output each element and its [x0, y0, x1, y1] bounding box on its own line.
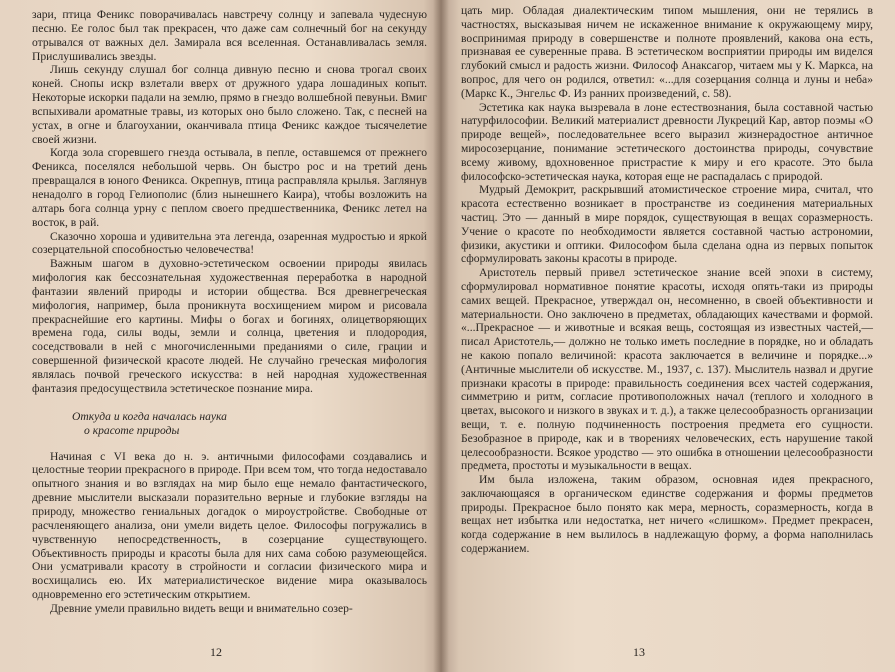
right-page-text	[461, 4, 873, 556]
page-number: 12	[210, 645, 222, 659]
paragraph: Аристотель первый привел эстетическое знание всей эпохи в систему, сформулировал нормативное понятие красоты, исходя опять-таки из природы самих вещей. Прекрасное, утверждал он, несомненно, в своей объективности и материальности. Оно заключено в предметах, обладающих качествами и формой. «...Прекрасное — и животные и всякая вещь, состоящая из известных частей,— писал Аристотель,— должно не только иметь последние в порядке, но и обладать не какою попало величиной: красота заключается в величине и порядке...» (Античные мыслители об искусстве. М., 1937, с. 137). Мыслитель назвал и другие признаки красоты в природе: правильность соединения всех частей содержания, симметрию и ритм, согласие противоположных начал (теплого и холодного в цветах, высокого и низкого в звуках и т. д.), а также целесообразность организации вещи, т. е. полную подчиненность построения предмета его сущности. Безобразное в природе, как и в творениях человеческих, есть нарушение такой целесообразности. Всякое уродство — это ошибка в отношении целесообразности предмета, простоты и музыкальности в вещах.	[461, 266, 873, 473]
paragraph: зари, птица Феникс поворачивалась навстречу солнцу и запевала чудесную песню. Ее голос был так прекрасен, что даже сам солнечный бог на секунду отрывался от важных дел. Замирала вся вселенная. Останавливалась земля. Прислушивались звезды.	[32, 8, 427, 63]
paragraph: Лишь секунду слушал бог солнца дивную песню и снова трогал своих коней. Снопы искр взлетали вверх от дружного удара лошадиных копыт. Некоторые искорки падали на землю, прямо в гнездо волшебной певуньи. Вмиг вспыхивали ароматные травы, из которых оно было сложено. Так, с песней на устах, в огне и благоухании, оканчивала птица Феникс каждое тысячелетие своей жизни.	[32, 63, 427, 146]
left-page	[0, 0, 441, 672]
paragraph: Когда зола сгоревшего гнезда остывала, в пепле, оставшемся от прежнего Феникса, поселялся небольшой червь. Он быстро рос и на третий день превращался в юного Феникса. Окрепнув, птица расправляла крылья. Заглянув ненадолго в город Гелиополис (близ нынешнего Каира), чтобы возложить на алтарь бога солнца урну с пеплом своего предшественника, Феникс летел на восток, в рай.	[32, 146, 427, 229]
paragraph: Важным шагом в духовно-эстетическом освоении природы явилась мифология как бессознательная художественная переработка в народной фантазии явлений природы и истории общества. Вся древнегреческая мифология, например, была проникнута восхищением миром и рисовала прекраснейшие его картины. Мифы о богах и богинях, олицетворяющих времена года, силы воды, земли и солнца, цветения и плодородия, соседствовали в ней с многочисленными преданиями о силе, грации и совершенной физической красоте людей. Не случайно греческая мифология являлась почвой греческого искусства: в ней народная художественная фантазия предосуществила эстетическое познание мира.	[32, 257, 427, 395]
left-page-text	[32, 8, 427, 616]
section-heading-line-2: о красоте природы	[84, 423, 180, 437]
paragraph: Им была изложена, таким образом, основная идея прекрасного, заключающаяся в органическом единстве содержания и формы предметов природы. Прекрасное было понято как мера, мерность, соразмерность, когда в вещах нет избытка или недостатка, нет ничего «слишком». Предмет прекрасен, когда содержание в нем вылилось в надлежащую форму, а форма наполнилась содержанием.	[461, 473, 873, 556]
paragraph: Мудрый Демокрит, раскрывший атомистическое строение мира, считал, что красота естественно возникает в пространстве из соединения материальных частиц. Это — данный в мире порядок, существующая в вещах соразмерность. Учение о красоте по необходимости является составной частью астрономии, физики, акустики и оптики. Философом была сделана одна из первых попыток сформулировать законы красоты в природе.	[461, 183, 873, 266]
book-gutter	[433, 0, 449, 672]
paragraph: Древние умели правильно видеть вещи и внимательно созер-	[50, 601, 353, 615]
section-heading-line-1: Откуда и когда началась наука	[72, 409, 227, 423]
page-number: 13	[633, 645, 645, 659]
right-page	[441, 0, 895, 672]
section-heading	[72, 410, 427, 438]
paragraph: Начиная с VI века до н. э. античными философами создавались и целостные теории прекрасного в природе. При всем том, что тогда недоставало опытного знания и во взглядах на мир было еще немало фантастического, древние мыслители высказали поразительно верные и глубокие взгляды на природу, множество гениальных догадок о мироустройстве. Свободные от расчленяющего анализа, они умели видеть целое. Философы погружались в чувственную непосредственность, в созерцание существующего. Объективность природы и красоты была для них сама собою разумеющейся. Они усматривали красоту в стройности и согласии физического мира и восхищались ею. Их материалистическое видение мира оказывалось одновременно его эстетическим открытием.	[32, 449, 427, 602]
paragraph: Эстетика как наука вызревала в лоне естествознания, была составной частью натурфилософии. Великий материалист древности Лукреций Кар, автор поэмы «О природе вещей», последовательнее всего выразил жизнерадостное античное миросозерцание, понимание эстетического достоинства природы, сочувствие всему живому, вдохновенное пристрастие к миру и его красоте. Это была философско-эстетическая наука, которая еще не распадалась с природой.	[461, 100, 873, 183]
paragraph: Сказочно хороша и удивительна эта легенда, озаренная мудростью и яркой созерцательной способностью человечества!	[32, 229, 427, 257]
paragraph: цать мир. Обладая диалектическим типом мышления, они не терялись в частностях, высказывая ничем не искаженное внимание к окружающему миру, воспринимая природу в совершенстве и полноте проявлений, какова она есть, признавая ее суверенные права. В эстетическом восприятии природы им виделся глубокий смысл и радость жизни. Философ Анаксагор, читаем мы у К. Маркса, на вопрос, для чего он родился, ответил: «...для созерцания солнца и луны и неба» (Маркс К., Энгельс Ф. Из ранних произведений, с. 58).	[461, 4, 873, 100]
